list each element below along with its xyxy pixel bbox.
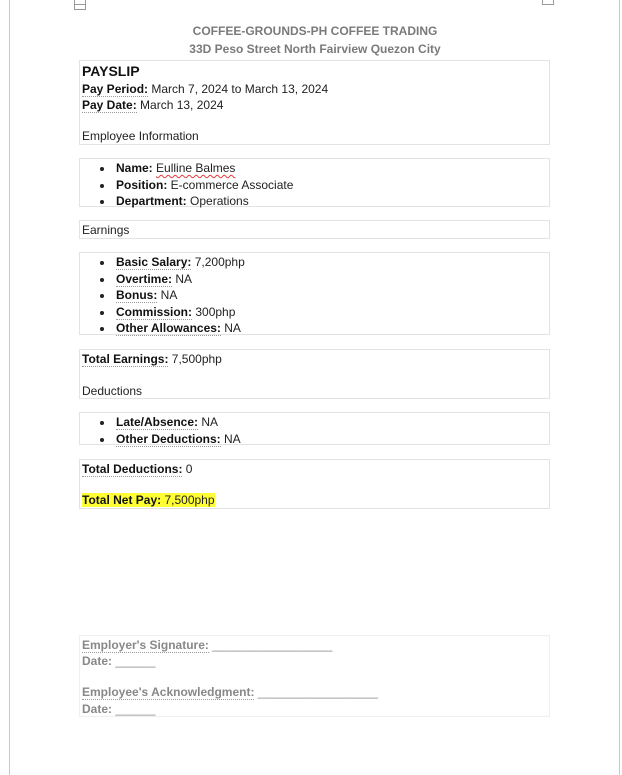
list-item <box>96 271 245 288</box>
employee-position-value: E-commerce Associate <box>167 177 294 192</box>
total-net-pay <box>82 493 215 507</box>
employer-date-label: Date: <box>82 654 113 668</box>
other-allowances-value: NA <box>220 321 241 335</box>
overtime-value: NA <box>172 271 193 286</box>
other-deductions-label: Other Deductions: <box>116 431 221 446</box>
company-name: COFFEE-GROUNDS-PH COFFEE TRADING <box>192 24 438 38</box>
list-item <box>96 193 293 210</box>
employee-info-list <box>79 158 550 207</box>
other-allowances-label: Other Allowances: <box>116 321 221 335</box>
earnings-heading: Earnings <box>82 223 130 237</box>
employee-department-value: Operations <box>186 194 249 208</box>
pay-period-label: Pay Period: <box>82 82 149 96</box>
pay-period-value: March 7, 2024 to March 13, 2024 <box>148 82 329 96</box>
payslip-info-section <box>79 60 550 145</box>
overtime-label: Overtime: <box>116 271 173 286</box>
employee-acknowledgment-label: Employee's Acknowledgment: <box>82 685 255 699</box>
list-item <box>96 287 245 304</box>
list-item <box>96 320 245 337</box>
list-item <box>96 254 245 271</box>
bonus-value: NA <box>157 288 178 302</box>
employer-date-line: ______ <box>112 654 156 668</box>
employee-name-value: Eulline Balmes <box>156 161 236 175</box>
other-deductions-value: NA <box>220 431 241 446</box>
earnings-list <box>79 252 550 335</box>
commission-label: Commission: <box>116 304 193 319</box>
total-earnings-section <box>79 349 550 399</box>
totals-section <box>79 459 550 509</box>
basic-salary-value: 7,200php <box>191 255 245 269</box>
deductions-heading: Deductions <box>82 384 143 398</box>
text-boundary-corner-icon <box>74 0 86 10</box>
total-net-pay-value: 7,500php <box>161 493 215 507</box>
page-edge-left <box>9 0 10 775</box>
pay-date-value: March 13, 2024 <box>136 98 224 112</box>
employer-signature <box>82 638 332 652</box>
employee-acknowledgment <box>82 685 378 699</box>
bonus-label: Bonus: <box>116 288 158 302</box>
list-item <box>96 160 293 177</box>
employee-name-label: Name: <box>116 161 153 175</box>
total-net-pay-label: Total Net Pay: <box>82 493 162 507</box>
list-item <box>96 177 293 194</box>
text-boundary-corner-icon <box>542 0 554 5</box>
employer-signature-label: Employer's Signature: <box>82 638 209 652</box>
employer-signature-line: __________________ <box>208 638 333 652</box>
company-address: 33D Peso Street North Fairview Quezon City <box>189 42 441 56</box>
total-deductions-value: 0 <box>182 462 193 476</box>
total-deductions-label: Total Deductions: <box>82 462 183 476</box>
total-earnings <box>82 352 222 366</box>
pay-period <box>82 82 328 96</box>
late-absence-label: Late/Absence: <box>116 415 199 429</box>
basic-salary-label: Basic Salary: <box>116 255 192 269</box>
earnings-heading-section <box>79 220 550 239</box>
commission-value: 300php <box>192 304 236 319</box>
employer-date <box>82 654 155 668</box>
payslip-title: PAYSLIP <box>82 63 140 79</box>
employee-date-label: Date: <box>82 702 113 716</box>
employee-date <box>82 702 155 716</box>
employee-acknowledgment-line: __________________ <box>254 685 378 699</box>
list-item <box>96 414 241 431</box>
list-item <box>96 304 245 321</box>
pay-date-label: Pay Date: <box>82 98 137 112</box>
total-earnings-label: Total Earnings: <box>82 352 169 366</box>
pay-date <box>82 98 223 112</box>
total-deductions <box>82 462 192 476</box>
employee-date-line: ______ <box>112 702 156 716</box>
signature-section <box>79 635 550 717</box>
employee-department-label: Department: <box>116 194 187 208</box>
list-item <box>96 431 241 448</box>
page-edge-right <box>619 0 620 775</box>
late-absence-value: NA <box>198 415 219 429</box>
employee-info-heading: Employee Information <box>82 129 199 143</box>
deductions-list <box>79 412 550 445</box>
total-earnings-value: 7,500php <box>168 352 222 366</box>
employee-position-label: Position: <box>116 177 168 192</box>
